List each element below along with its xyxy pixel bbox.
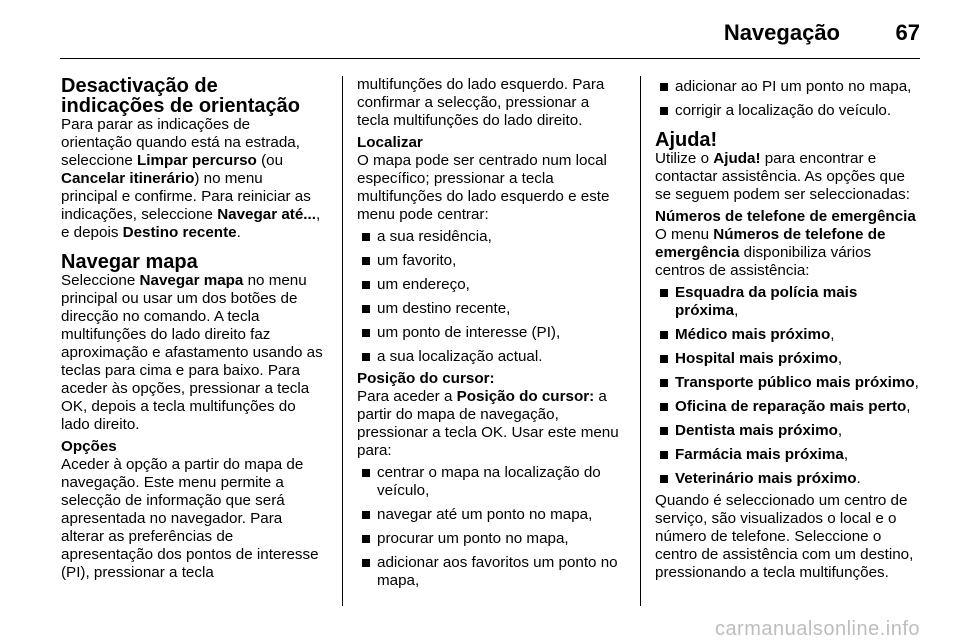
list-item: procurar um ponto no mapa, bbox=[357, 530, 619, 548]
column-2 bbox=[357, 76, 619, 590]
page-number: 67 bbox=[895, 20, 920, 45]
paragraph-opcoes: Aceder à opção a partir do mapa de navegação. Este menu permite a selecção de informação que será apresentada no navegador. Para alterar as preferências de apresentação dos pontos de interesse (PI), pressionar a tecla bbox=[61, 456, 319, 581]
paragraph-navegar-mapa: Seleccione Navegar mapa no menu principal ou usar um dos botões de direcção no comando. A tecla multifunções do lado direito faz aproximação e afastamento usando as teclas para cima e para baixo. Para aceder às opções, pressionar a tecla OK, depois a tecla multifunções do lado direito. bbox=[61, 272, 323, 433]
header-title: Navegação bbox=[723, 20, 840, 45]
column-1 bbox=[61, 76, 323, 582]
watermark: carmanualsonline.info bbox=[714, 618, 920, 640]
list-item: centrar o mapa na localização do veículo, bbox=[357, 464, 619, 500]
paragraph-localizar: O mapa pode ser centrado num local específico; pressionar a tecla multifunções do lado esquerdo e este menu pode centrar: bbox=[357, 152, 610, 223]
paragraph-numeros-emergencia: O menu Números de telefone de emergência disponibiliza vários centros de assistência: bbox=[655, 226, 886, 279]
paragraph-posicao-cursor: Para aceder a Posição do cursor: a partir do mapa de navegação, pressionar a tecla OK. Usar este menu para: bbox=[357, 388, 619, 459]
heading-posicao-cursor: Posição do cursor: bbox=[357, 370, 495, 387]
paragraph-opcoes-continued: multifunções do lado esquerdo. Para confirmar a selecção, pressionar a tecla multifunções do lado direito. bbox=[357, 76, 605, 129]
list-item: Dentista mais próximo, bbox=[655, 422, 923, 440]
list-item: adicionar ao PI um ponto no mapa, bbox=[655, 78, 923, 96]
list-item: um favorito, bbox=[357, 252, 619, 270]
column-divider-2 bbox=[640, 76, 641, 606]
list-centros-assistencia bbox=[655, 284, 923, 488]
list-item: Hospital mais próximo, bbox=[655, 350, 923, 368]
list-posicao-cursor-continued bbox=[655, 78, 923, 120]
heading-numeros-emergencia: Números de telefone de emergência bbox=[655, 208, 916, 225]
paragraph-ajuda: Utilize o Ajuda! para encontrar e contactar assistência. As opções que se seguem podem ser seleccionadas: bbox=[655, 150, 910, 203]
heading-navegar-mapa: Navegar mapa bbox=[61, 251, 198, 273]
heading-ajuda: Ajuda! bbox=[655, 129, 718, 151]
heading-desactivacao: Desactivação de indicações de orientação bbox=[61, 75, 300, 117]
list-localizar bbox=[357, 228, 619, 366]
list-item: Farmácia mais próxima, bbox=[655, 446, 923, 464]
paragraph-desactivacao: Para parar as indicações de orientação quando está na estrada, seleccione Limpar percurso (ou Cancelar itinerário) no menu principal e confirme. Para reiniciar as indicações, seleccione Navegar até..., e depois Destino recente. bbox=[61, 116, 321, 241]
list-item: Transporte público mais próximo, bbox=[655, 374, 923, 392]
list-item: navegar até um ponto no mapa, bbox=[357, 506, 619, 524]
list-posicao-cursor bbox=[357, 464, 619, 590]
list-item: Veterinário mais próximo. bbox=[655, 470, 923, 488]
page-header bbox=[0, 0, 960, 58]
header-rule bbox=[60, 58, 920, 59]
list-item: um ponto de interesse (PI), bbox=[357, 324, 619, 342]
list-item: a sua residência, bbox=[357, 228, 619, 246]
list-item: Médico mais próximo, bbox=[655, 326, 923, 344]
list-item: adicionar aos favoritos um ponto no mapa, bbox=[357, 554, 619, 590]
list-item: corrigir a localização do veículo. bbox=[655, 102, 923, 120]
list-item: a sua localização actual. bbox=[357, 348, 619, 366]
heading-localizar: Localizar bbox=[357, 134, 423, 151]
list-item: um destino recente, bbox=[357, 300, 619, 318]
list-item: um endereço, bbox=[357, 276, 619, 294]
paragraph-final: Quando é seleccionado um centro de serviço, são visualizados o local e o número de telefone. Seleccione o centro de assistência com um destino, pressionando a tecla multifunções. bbox=[655, 492, 914, 581]
heading-opcoes: Opções bbox=[61, 438, 117, 455]
list-item: Esquadra da polícia mais próxima, bbox=[655, 284, 923, 320]
column-divider-1 bbox=[342, 76, 343, 606]
list-item: Oficina de reparação mais perto, bbox=[655, 398, 923, 416]
column-3 bbox=[655, 76, 923, 582]
